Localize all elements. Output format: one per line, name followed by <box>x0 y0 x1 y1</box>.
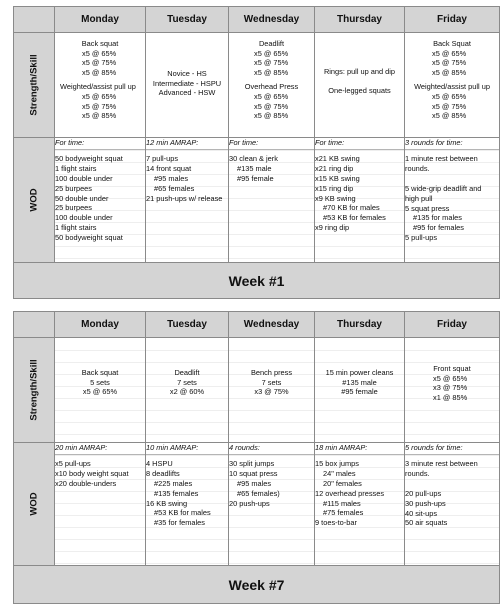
day-header-monday: Monday <box>55 312 146 338</box>
wod-line: #75 females <box>323 508 364 518</box>
wod-format: 20 min AMRAP: <box>55 443 146 455</box>
wod-format: 3 rounds for time: <box>405 138 500 150</box>
wod-line: x21 KB swing <box>315 153 360 163</box>
week1-wod-monday <box>55 138 146 263</box>
wod-line: x5 pull-ups <box>55 458 91 468</box>
wod-line: 50 bodyweight squat <box>55 233 123 243</box>
wod-line: 9 toes-to-bar <box>315 518 357 528</box>
wod-line: high pull <box>405 193 433 203</box>
week-7-schedule <box>13 311 499 604</box>
wod-line: 1 minute rest between <box>405 153 478 163</box>
set-line: 7 sets <box>177 377 197 387</box>
wod-line: 30 clean & jerk <box>229 153 278 163</box>
wod-line: 24" males <box>323 468 356 478</box>
wod-line: #135 male <box>237 163 272 173</box>
wod-line: x21 ring dip <box>315 163 354 173</box>
week-1-table <box>13 6 500 299</box>
week-1-schedule <box>13 6 499 299</box>
wod-line: 5 squat press <box>405 203 450 213</box>
exercise-name: Front squat <box>433 364 471 373</box>
week7-strength-tuesday <box>146 338 229 443</box>
wod-line: 4 HSPU <box>146 458 173 468</box>
week7-strength-monday <box>55 338 146 443</box>
set-line: 7 sets <box>261 377 282 387</box>
week1-wod-tuesday <box>146 138 229 263</box>
exercise-name: Weighted/assist pull up <box>60 82 136 92</box>
wod-line: #95 males <box>237 478 272 488</box>
wod-line: 30 split jumps <box>229 458 275 468</box>
week-7-table <box>13 311 500 604</box>
wod-line: #225 males <box>154 478 193 488</box>
wod-line: x9 KB swing <box>315 193 356 203</box>
exercise-name: 15 min power cleans <box>325 368 394 377</box>
wod-format: 10 min AMRAP: <box>146 443 229 455</box>
set-line: x5 @ 85% <box>432 111 467 121</box>
day-header-friday: Friday <box>405 7 500 33</box>
set-line: x5 @ 65% <box>82 48 117 58</box>
set-line: #95 female <box>341 387 378 397</box>
wod-line: x15 ring dip <box>315 183 354 193</box>
wod-line: #70 KB for males <box>323 203 380 213</box>
wod-line: 50 bodyweight squat <box>55 153 123 163</box>
week1-strength-monday <box>55 33 146 138</box>
row-label-strength: Strength/Skill <box>14 33 55 138</box>
row-label-strength: Strength/Skill <box>14 338 55 443</box>
corner-cell <box>14 312 55 338</box>
exercise-name: Back squat <box>81 39 119 48</box>
wod-line: 15 box jumps <box>315 458 359 468</box>
wod-line: 25 burpees <box>55 203 92 213</box>
skill-line: One-legged squats <box>328 85 391 95</box>
week-7-title: Week #7 <box>14 566 500 604</box>
set-line: x5 @ 75% <box>432 58 467 68</box>
week1-strength-tuesday <box>146 33 229 138</box>
corner-cell <box>14 7 55 33</box>
week7-wod-tuesday <box>146 443 229 566</box>
wod-line: #135 females <box>154 488 199 498</box>
week7-wod-monday <box>55 443 146 566</box>
set-line: x5 @ 85% <box>82 111 117 121</box>
set-line: x1 @ 85% <box>433 392 468 402</box>
set-line: x3 @ 75% <box>433 383 468 393</box>
wod-line: #53 KB for males <box>154 508 211 518</box>
exercise-name: Deadlift <box>258 39 285 48</box>
wod-line: #115 males <box>323 498 361 508</box>
week1-wod-thursday <box>315 138 405 263</box>
week-1-title: Week #1 <box>14 263 500 299</box>
day-header-wednesday: Wednesday <box>229 7 315 33</box>
wod-line: 50 double under <box>55 193 109 203</box>
week7-wod-thursday <box>315 443 405 566</box>
wod-line: 20 push-ups <box>229 498 270 508</box>
wod-line: 100 double under <box>55 213 113 223</box>
set-line: x5 @ 65% <box>432 48 467 58</box>
wod-line: #95 for females <box>413 223 464 233</box>
set-line: x5 @ 65% <box>432 91 467 101</box>
wod-line: 1 flight stairs <box>55 223 97 233</box>
wod-line: 14 front squat <box>146 163 192 173</box>
skill-line: Intermediate - HSPU <box>152 78 222 88</box>
wod-line: x10 body weight squat <box>55 468 129 478</box>
wod-line: rounds. <box>405 163 430 173</box>
row-label-wod: WOD <box>14 138 55 263</box>
wod-line: 12 overhead presses <box>315 488 385 498</box>
wod-line: 25 burpees <box>55 183 92 193</box>
set-line: x3 @ 75% <box>254 387 289 397</box>
exercise-name: Back squat <box>81 368 119 377</box>
wod-line: 21 push-ups w/ release <box>146 193 223 203</box>
wod-line: 20" females <box>323 478 362 488</box>
wod-line: 1 flight stairs <box>55 163 97 173</box>
wod-line: 40 sit-ups <box>405 508 438 518</box>
set-line: x5 @ 75% <box>254 58 289 68</box>
week7-strength-wednesday <box>229 338 315 443</box>
set-line: x5 @ 75% <box>432 101 467 111</box>
wod-line: 50 air squats <box>405 518 448 528</box>
wod-format: 18 min AMRAP: <box>315 443 405 455</box>
day-header-friday: Friday <box>405 312 500 338</box>
set-line: x5 @ 65% <box>82 91 117 101</box>
wod-format: 12 min AMRAP: <box>146 138 229 150</box>
set-line: #135 male <box>342 377 377 387</box>
wod-line: 10 squat press <box>229 468 278 478</box>
skill-line: Advanced - HSW <box>158 88 216 98</box>
set-line: x5 @ 65% <box>254 91 289 101</box>
week7-wod-wednesday <box>229 443 315 566</box>
week1-strength-wednesday <box>229 33 315 138</box>
day-header-wednesday: Wednesday <box>229 312 315 338</box>
week1-wod-friday <box>405 138 500 263</box>
wod-format: For time: <box>315 138 405 150</box>
week7-strength-thursday <box>315 338 405 443</box>
skill-line: Rings: pull up and dip <box>323 67 396 76</box>
set-line: x5 @ 65% <box>433 373 468 383</box>
set-line: x5 @ 75% <box>82 58 117 68</box>
wod-line: x20 double-unders <box>55 478 117 488</box>
wod-line: 7 pull-ups <box>146 153 179 163</box>
week7-wod-friday <box>405 443 500 566</box>
wod-line: #135 for males <box>413 213 462 223</box>
wod-line: 3 minute rest between <box>405 458 478 468</box>
wod-line: #35 for females <box>154 518 205 528</box>
set-line: x2 @ 60% <box>169 387 205 397</box>
day-header-tuesday: Tuesday <box>146 312 229 338</box>
week1-wod-wednesday <box>229 138 315 263</box>
set-line: x5 @ 85% <box>432 67 467 77</box>
wod-line: 8 deadlifts <box>146 468 180 478</box>
exercise-name: Deadlift <box>174 368 200 377</box>
wod-format: For time: <box>55 138 146 150</box>
wod-line: #95 males <box>154 173 189 183</box>
week1-strength-thursday <box>315 33 405 138</box>
day-header-monday: Monday <box>55 7 146 33</box>
exercise-name: Overhead Press <box>244 82 299 92</box>
exercise-name: Back Squat <box>433 39 471 48</box>
day-header-tuesday: Tuesday <box>146 7 229 33</box>
wod-line: #65 females) <box>237 488 280 498</box>
wod-line: 100 double under <box>55 173 113 183</box>
set-line: 5 sets <box>90 377 110 387</box>
exercise-name: Weighted/assist pull up <box>414 82 490 92</box>
exercise-name: Bench press <box>250 368 293 377</box>
wod-line: 20 pull-ups <box>405 488 442 498</box>
day-header-thursday: Thursday <box>315 312 405 338</box>
wod-line: 16 KB swing <box>146 498 188 508</box>
set-line: x5 @ 75% <box>254 101 289 111</box>
set-line: x5 @ 65% <box>82 387 118 397</box>
set-line: x5 @ 85% <box>82 67 117 77</box>
week7-strength-friday <box>405 338 500 443</box>
day-header-thursday: Thursday <box>315 7 405 33</box>
set-line: x5 @ 85% <box>254 67 289 77</box>
week1-strength-friday <box>405 33 500 138</box>
wod-line: x9 ring dip <box>315 223 350 233</box>
skill-line: Novice - HS <box>167 69 207 78</box>
wod-line: 30 push-ups <box>405 498 446 508</box>
wod-line: rounds. <box>405 468 430 478</box>
wod-line: 5 wide-grip deadlift and <box>405 183 482 193</box>
wod-format: 5 rounds for time: <box>405 443 500 455</box>
set-line: x5 @ 75% <box>82 101 117 111</box>
set-line: x5 @ 65% <box>254 48 289 58</box>
wod-line: 5 pull-ups <box>405 233 438 243</box>
wod-line: #95 female <box>237 173 274 183</box>
set-line: x5 @ 85% <box>254 111 289 121</box>
wod-line: x15 KB swing <box>315 173 360 183</box>
wod-format: 4 rounds: <box>229 443 315 455</box>
row-label-wod: WOD <box>14 443 55 566</box>
wod-format: For time: <box>229 138 315 150</box>
wod-line: #53 KB for females <box>323 213 386 223</box>
wod-line: #65 females <box>154 183 195 193</box>
